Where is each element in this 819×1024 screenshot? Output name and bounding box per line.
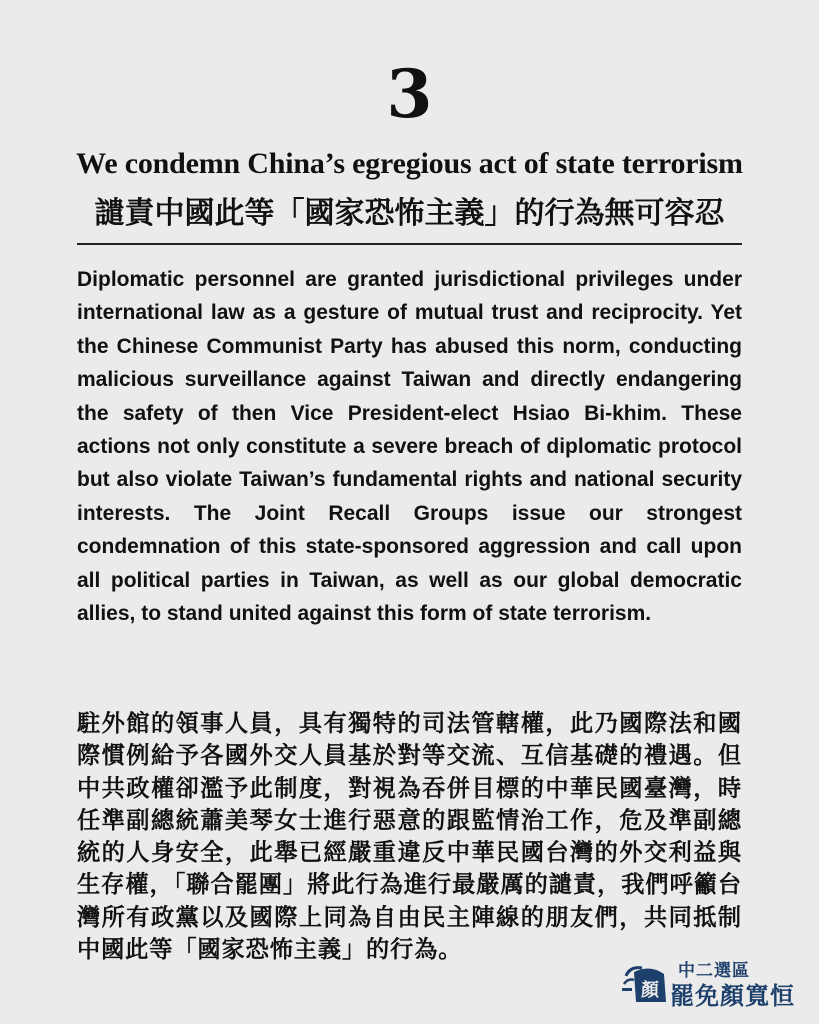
title-divider xyxy=(77,243,742,245)
body-chinese: 駐外館的領事人員，具有獨特的司法管轄權，此乃國際法和國際慣例給予各國外交人員基於對等交流、互信基礎的禮遇。但中共政權卻濫予此制度，對視為吞併目標的中華民國臺灣，時任準副總統蕭美琴女士進行惡意的跟監情治工作，危及準副總統的人身安全，此舉已經嚴重違反中華民國台灣的外交利益與生存權，「聯合罷團」將此行為進行最嚴厲的譴責，我們呼籲台灣所有政黨以及國際上同為自由民主陣線的朋友們，共同抵制中國此等「國家恐怖主義」的行為。 xyxy=(77,710,742,964)
recall-group-logo xyxy=(620,952,810,1012)
recall-group-emblem-icon xyxy=(620,958,672,1006)
logo-recall-text: 罷免顏寬恒 xyxy=(670,981,795,1010)
body-english: Diplomatic personnel are granted jurisdictional privileges under international law as a gesture of mutual trust and reciprocity. Yet the Chinese Communist Party has abused this norm, conducting malicious surveillance against Taiwan and directly endangering the safety of then Vice President-elect Hsiao Bi-khim. These actions not only constitute a severe breach of diplomatic protocol but also violate Taiwan’s fundamental rights and national security interests. The Joint Recall Groups issue our strongest condemnation of this state-sponsored aggression and call upon all political parties in Taiwan, as well as our global democratic allies, to stand united against this form of state terrorism. xyxy=(77,268,742,626)
title-english: We condemn China’s egregious act of state terrorism xyxy=(76,147,743,180)
svg-text:顏: 顏 xyxy=(641,980,659,1001)
logo-district-text: 中二選區 xyxy=(678,961,750,981)
section-number: 3 xyxy=(386,55,433,133)
title-chinese: 譴責中國此等「國家恐怖主義」的行為無可容忍 xyxy=(94,196,725,231)
